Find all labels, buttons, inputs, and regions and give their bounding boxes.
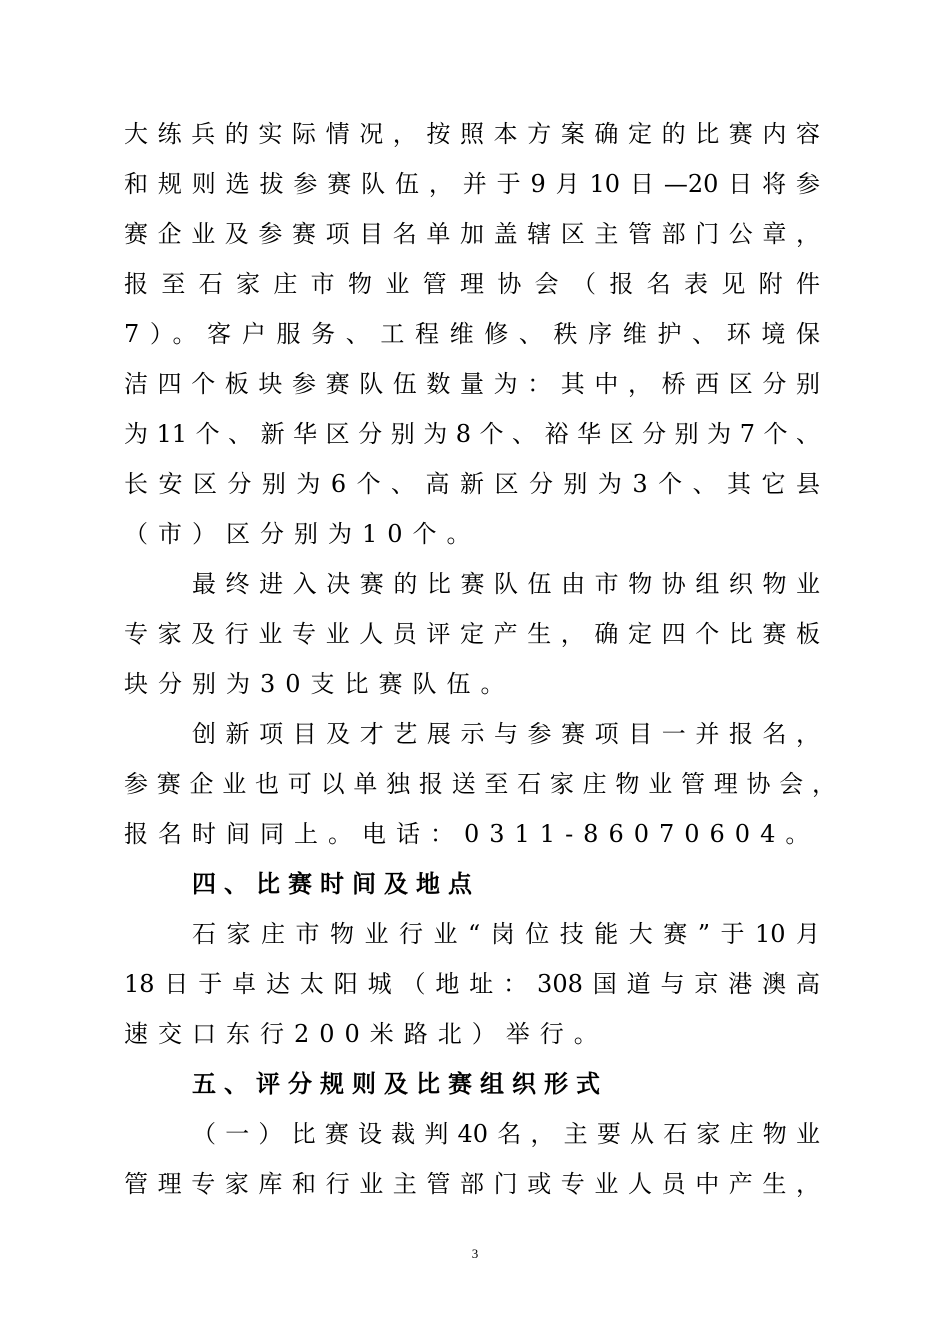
paragraph-first-line: （一）比赛设裁判40名，主要从石家庄物业 <box>192 1120 820 1148</box>
body-text-line: 报至石家庄市物业管理协会（报名表见附件 <box>124 270 820 298</box>
body-text-line: 速交口东行200米路北）举行。 <box>124 1020 608 1048</box>
body-text-line: 长安区分别为6个、高新区分别为3个、其它县 <box>124 470 820 498</box>
section-heading: 五、评分规则及比赛组织形式 <box>192 1069 608 1098</box>
paragraph-first-line: 最终进入决赛的比赛队伍由市物协组织物业 <box>192 570 820 598</box>
body-text-line: 洁四个板块参赛队伍数量为：其中，桥西区分别 <box>124 370 820 398</box>
body-text-line: 块分别为30支比赛队伍。 <box>124 670 515 698</box>
body-text-line: 报名时间同上。电话：0311-86070604。 <box>124 820 820 848</box>
page-number: 3 <box>471 1246 479 1261</box>
body-text-line: 和规则选拔参赛队伍，并于9月10日—20日将参 <box>124 170 820 198</box>
paragraph-first-line: 石家庄市物业行业“岗位技能大赛”于10月 <box>192 920 820 948</box>
body-text-line: 参赛企业也可以单独报送至石家庄物业管理协会， <box>124 770 836 798</box>
body-text-line: （市）区分别为10个。 <box>124 520 481 548</box>
body-text-line: 管理专家库和行业主管部门或专业人员中产生， <box>124 1170 820 1198</box>
body-text-line: 大练兵的实际情况，按照本方案确定的比赛内容 <box>124 120 820 148</box>
body-text-line: 7）。客户服务、工程维修、秩序维护、环境保 <box>124 320 820 348</box>
body-text-line: 18日于卓达太阳城（地址：308国道与京港澳高 <box>124 970 820 998</box>
section-heading: 四、比赛时间及地点 <box>192 869 480 898</box>
body-text-line: 赛企业及参赛项目名单加盖辖区主管部门公章， <box>124 220 820 248</box>
body-text-line: 专家及行业专业人员评定产生，确定四个比赛板 <box>124 620 820 648</box>
body-text-line: 为11个、新华区分别为8个、裕华区分别为7个、 <box>124 420 820 448</box>
paragraph-first-line: 创新项目及才艺展示与参赛项目一并报名， <box>192 720 820 748</box>
